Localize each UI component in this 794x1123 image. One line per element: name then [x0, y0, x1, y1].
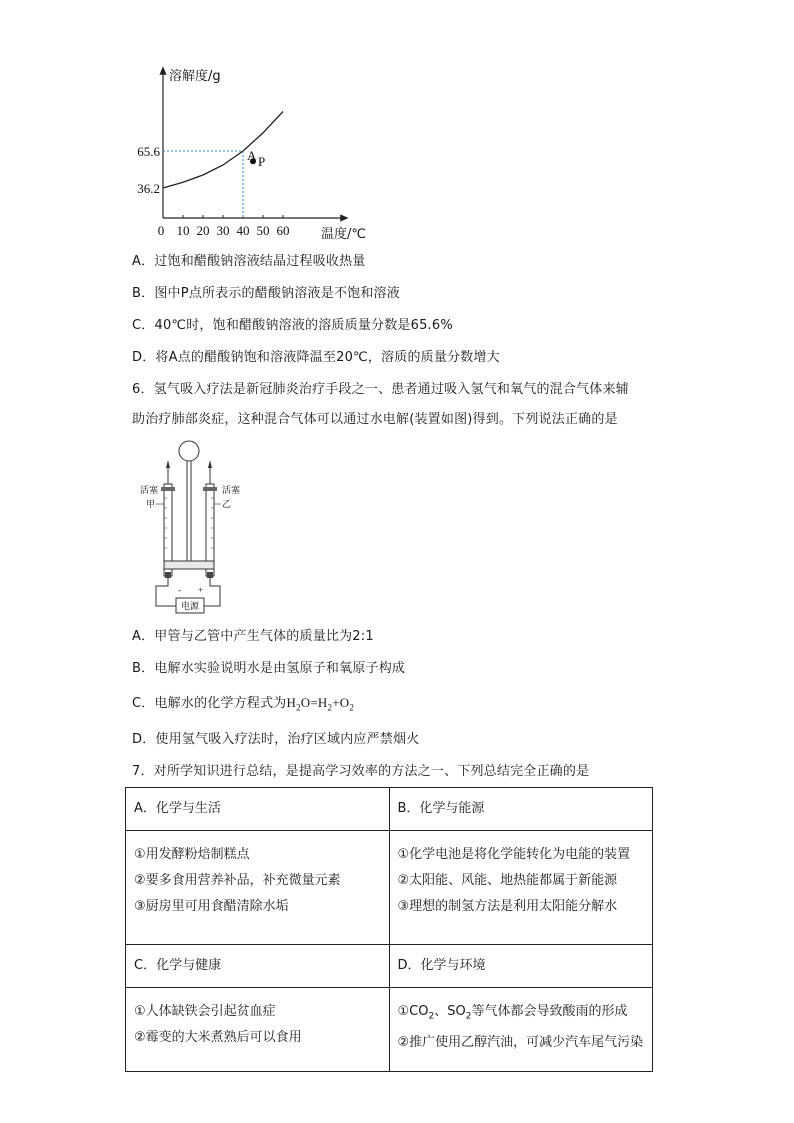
x-tick-label: 10: [176, 223, 190, 238]
point-a-label: A: [247, 148, 257, 163]
list-item: ③厨房里可用食醋清除水垢: [134, 899, 289, 914]
right-tube-label: 乙: [222, 500, 232, 510]
q6-option-b: B．电解水实验说明水是由氢原子和氧原子构成: [132, 661, 406, 676]
list-item: ②太阳能、风能、地热能都属于新能源: [397, 873, 618, 888]
x-tick-label: 60: [276, 223, 290, 238]
x-tick-label: 20: [196, 223, 210, 238]
y-tick-label-65-6: 65.6: [137, 144, 160, 159]
left-tube-label: 甲: [146, 500, 156, 510]
list-item: $①CO_2$、$SO_2$等气体都会导致酸雨的形成: [397, 1004, 628, 1022]
point-p-label: P: [258, 154, 266, 170]
cell-d-title: D．化学与环境: [389, 945, 653, 988]
q6-option-c: [132, 694, 354, 717]
q6-option-a: A．甲管与乙管中产生气体的质量比为2:1: [132, 629, 374, 644]
list-item: ③理想的制氢方法是利用太阳能分解水: [397, 899, 618, 914]
list-item: ①人体缺铁会引起贫血症: [134, 1004, 276, 1019]
electrolysis-apparatus-figure: [136, 436, 256, 616]
list-item: ②要多食用营养补品，补充微量元素: [134, 873, 341, 888]
right-valve-label: 活塞: [222, 486, 241, 496]
q5-option-a: A．过饱和醋酸钠溶液结晶过程吸收热量: [132, 254, 366, 269]
y-axis-label: 溶解度/g: [169, 69, 221, 84]
solubility-curve: [163, 112, 283, 189]
q7-stem: 7．对所学知识进行总结，是提高学习效率的方法之一、下列总结完全正确的是: [132, 764, 590, 779]
cell-d-items: [389, 988, 653, 1072]
q6-option-d: D．使用氢气吸入疗法时，治疗区域内应严禁烟火: [132, 732, 420, 747]
q7-summary-table: [125, 787, 653, 1072]
q6-option-c-formula: $H_2O=H_2+O_2$: [286, 695, 355, 713]
y-tick-label-36-2: 36.2: [137, 181, 160, 196]
cell-b-title: B．化学与能源: [389, 788, 653, 831]
list-item: ②霉变的大米煮熟后可以食用: [134, 1030, 302, 1045]
power-source-label: 电源: [180, 602, 200, 612]
x-tick-label: 0: [157, 223, 165, 238]
q5-option-b: B．图中P点所表示的醋酸钠溶液是不饱和溶液: [132, 286, 400, 301]
solubility-chart: [120, 60, 380, 250]
q5-option-d: D．将A点的醋酸钠饱和溶液降温至20℃，溶质的质量分数增大: [132, 350, 500, 365]
x-tick-label: 40: [236, 223, 250, 238]
cell-c-items: [126, 988, 390, 1072]
x-axis-label: 温度/℃: [321, 227, 366, 242]
list-item: ①化学电池是将化学能转化为电能的装置: [397, 847, 631, 862]
minus-label: -: [178, 585, 181, 595]
q6-stem-line2: 助治疗肺部炎症，这种混合气体可以通过水电解(装置如图)得到。下列说法正确的是: [132, 412, 618, 427]
cell-c-title: C．化学与健康: [126, 945, 390, 988]
x-tick-labels: [158, 223, 290, 238]
left-valve-label: 活塞: [140, 486, 159, 496]
plus-label: +: [198, 585, 204, 595]
x-tick-label: 50: [256, 223, 270, 238]
cell-a-title: A．化学与生活: [126, 788, 390, 831]
cell-a-items: [126, 831, 390, 945]
x-tick-label: 30: [216, 223, 230, 238]
q5-option-c: C．40℃时，饱和醋酸钠溶液的溶质质量分数是65.6%: [132, 318, 453, 333]
q6-stem-line1: 6．氢气吸入疗法是新冠肺炎治疗手段之一、患者通过吸入氢气和氧气的混合气体来辅: [132, 382, 629, 397]
cell-b-items: [389, 831, 653, 945]
list-item: ②推广使用乙醇汽油，可减少汽车尾气污染: [397, 1034, 644, 1050]
q6-option-c-prefix: C．电解水的化学方程式为: [132, 696, 287, 711]
list-item: ①用发酵粉焙制糕点: [134, 847, 250, 862]
